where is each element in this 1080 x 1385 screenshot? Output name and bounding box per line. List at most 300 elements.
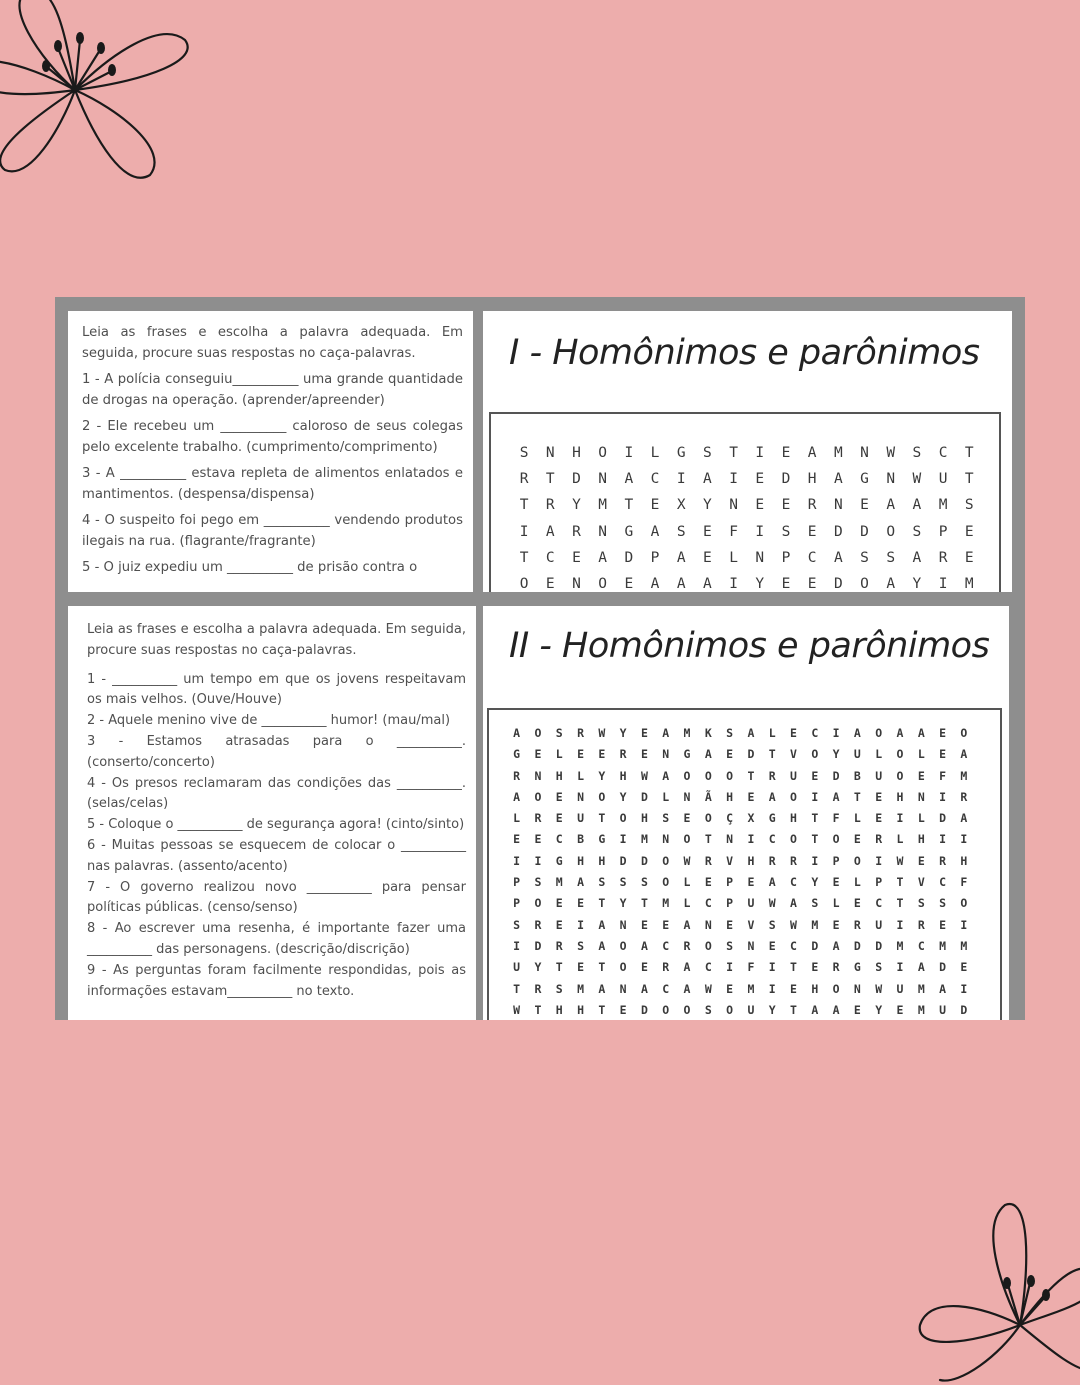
grid-letter[interactable]: A — [832, 1002, 840, 1017]
grid-letter[interactable]: F — [729, 523, 738, 540]
grid-letter[interactable]: O — [790, 789, 797, 804]
grid-letter[interactable]: E — [650, 497, 660, 514]
grid-letter[interactable]: A — [912, 497, 922, 514]
grid-letter[interactable]: E — [875, 811, 883, 826]
grid-letter[interactable]: T — [598, 960, 606, 975]
grid-letter[interactable]: R — [683, 938, 691, 953]
grid-letter[interactable]: M — [896, 938, 904, 953]
grid-letter[interactable]: P — [513, 875, 521, 890]
grid-letter[interactable]: H — [572, 445, 581, 461]
grid-letter[interactable]: S — [619, 875, 627, 890]
grid-letter[interactable]: C — [704, 960, 712, 975]
grid-letter[interactable]: N — [598, 471, 608, 488]
grid-letter[interactable]: I — [768, 960, 776, 975]
grid-letter[interactable]: C — [555, 832, 563, 847]
grid-letter[interactable]: E — [619, 1002, 627, 1017]
grid-letter[interactable]: E — [726, 917, 734, 932]
grid-letter[interactable]: S — [555, 981, 563, 996]
grid-letter[interactable]: I — [755, 445, 765, 461]
grid-letter[interactable]: S — [703, 445, 712, 461]
grid-letter[interactable]: S — [534, 875, 542, 890]
grid-letter[interactable]: A — [704, 747, 712, 762]
grid-letter[interactable]: N — [853, 981, 861, 996]
grid-letter[interactable]: Y — [619, 896, 627, 911]
grid-letter[interactable]: D — [572, 471, 581, 488]
grid-letter[interactable]: T — [519, 549, 529, 566]
grid-letter[interactable]: A — [833, 471, 843, 488]
grid-letter[interactable]: O — [519, 576, 529, 593]
grid-letter[interactable]: O — [662, 853, 670, 868]
grid-letter[interactable]: M — [938, 497, 948, 514]
grid-letter[interactable]: L — [917, 811, 925, 826]
grid-letter[interactable]: I — [938, 576, 948, 593]
grid-letter[interactable]: M — [683, 726, 691, 740]
grid-letter[interactable]: H — [577, 1002, 584, 1017]
grid-letter[interactable]: R — [790, 853, 797, 868]
grid-letter[interactable]: T — [811, 811, 819, 826]
grid-letter[interactable]: T — [598, 1002, 606, 1017]
grid-letter[interactable]: L — [662, 789, 670, 804]
grid-letter[interactable]: O — [683, 832, 691, 847]
grid-letter[interactable]: O — [662, 875, 670, 890]
grid-letter[interactable]: E — [555, 917, 563, 932]
grid-letter[interactable]: Y — [768, 1002, 776, 1017]
grid-letter[interactable]: O — [896, 768, 904, 783]
grid-letter[interactable]: R — [662, 960, 670, 975]
grid-letter[interactable]: E — [807, 576, 817, 593]
grid-letter[interactable]: A — [768, 875, 776, 890]
grid-letter[interactable]: I — [729, 576, 738, 593]
grid-letter[interactable]: D — [640, 1002, 648, 1017]
grid-letter[interactable]: O — [683, 768, 691, 783]
grid-letter[interactable]: N — [619, 981, 627, 996]
grid-letter[interactable]: E — [917, 768, 925, 783]
grid-letter[interactable]: V — [790, 747, 797, 762]
grid-letter[interactable]: S — [811, 896, 819, 911]
grid-letter[interactable]: R — [534, 811, 542, 826]
grid-letter[interactable]: E — [755, 497, 765, 514]
grid-letter[interactable]: A — [662, 726, 670, 740]
grid-letter[interactable]: E — [964, 549, 974, 566]
grid-letter[interactable]: G — [624, 523, 634, 540]
grid-letter[interactable]: O — [619, 960, 627, 975]
grid-letter[interactable]: C — [704, 896, 712, 911]
grid-letter[interactable]: O — [832, 981, 840, 996]
grid-letter[interactable]: G — [676, 445, 686, 461]
grid-letter[interactable]: F — [939, 768, 947, 783]
grid-letter[interactable]: W — [683, 853, 691, 868]
grid-letter[interactable]: R — [807, 497, 817, 514]
grid-letter[interactable]: A — [917, 960, 925, 975]
grid-letter[interactable]: U — [939, 1002, 947, 1017]
grid-letter[interactable]: S — [875, 960, 883, 975]
grid-letter[interactable]: H — [811, 981, 819, 996]
grid-letter[interactable]: O — [875, 726, 883, 740]
grid-letter[interactable]: D — [860, 523, 869, 540]
grid-letter[interactable]: G — [555, 853, 563, 868]
grid-letter[interactable]: E — [790, 981, 797, 996]
grid-letter[interactable]: W — [640, 768, 648, 783]
grid-letter[interactable]: S — [912, 523, 922, 540]
grid-letter[interactable]: O — [726, 768, 734, 783]
grid-letter[interactable]: M — [939, 938, 947, 953]
grid-letter[interactable]: E — [768, 938, 776, 953]
grid-letter[interactable]: O — [853, 853, 861, 868]
grid-letter[interactable]: E — [755, 471, 765, 488]
grid-letter[interactable]: R — [960, 789, 968, 804]
grid-letter[interactable]: U — [853, 747, 861, 762]
grid-letter[interactable]: A — [807, 445, 817, 461]
grid-letter[interactable]: I — [676, 471, 686, 488]
grid-letter[interactable]: H — [598, 853, 606, 868]
grid-letter[interactable]: S — [704, 1002, 712, 1017]
grid-letter[interactable]: S — [726, 938, 734, 953]
grid-letter[interactable]: Y — [572, 497, 581, 514]
grid-letter[interactable]: E — [832, 917, 840, 932]
grid-letter[interactable]: I — [534, 853, 542, 868]
grid-letter[interactable]: D — [833, 576, 843, 593]
grid-letter[interactable]: A — [676, 549, 686, 566]
grid-letter[interactable]: P — [650, 549, 660, 566]
grid-letter[interactable]: S — [598, 875, 606, 890]
grid-letter[interactable]: S — [726, 726, 734, 740]
grid-letter[interactable]: S — [964, 497, 974, 514]
grid-letter[interactable]: H — [555, 1002, 563, 1017]
grid-letter[interactable]: E — [703, 523, 712, 540]
grid-letter[interactable]: U — [577, 811, 584, 826]
grid-letter[interactable]: S — [912, 445, 922, 461]
grid-letter[interactable]: C — [790, 938, 797, 953]
grid-letter[interactable]: D — [875, 938, 883, 953]
grid-letter[interactable]: T — [534, 1002, 542, 1017]
grid-letter[interactable]: R — [534, 981, 542, 996]
grid-letter[interactable]: A — [676, 576, 686, 593]
grid-letter[interactable]: A — [917, 726, 925, 740]
grid-letter[interactable]: T — [790, 1002, 797, 1017]
grid-letter[interactable]: M — [640, 832, 648, 847]
grid-letter[interactable]: C — [662, 981, 670, 996]
grid-letter[interactable]: E — [555, 811, 563, 826]
grid-letter[interactable]: W — [513, 1002, 521, 1017]
grid-letter[interactable]: T — [896, 875, 904, 890]
grid-letter[interactable]: U — [747, 896, 755, 911]
grid-letter[interactable]: N — [534, 768, 542, 783]
grid-letter[interactable]: N — [577, 789, 584, 804]
grid-letter[interactable]: A — [683, 960, 691, 975]
grid-letter[interactable]: R — [572, 523, 581, 540]
grid-letter[interactable]: L — [853, 875, 861, 890]
grid-letter[interactable]: R — [768, 768, 776, 783]
grid-letter[interactable]: I — [726, 960, 734, 975]
grid-letter[interactable]: I — [619, 832, 627, 847]
grid-letter[interactable]: W — [886, 445, 896, 461]
grid-letter[interactable]: E — [747, 789, 755, 804]
grid-letter[interactable]: N — [726, 832, 734, 847]
grid-letter[interactable]: F — [960, 875, 968, 890]
grid-letter[interactable]: T — [513, 981, 521, 996]
grid-letter[interactable]: O — [619, 811, 627, 826]
grid-letter[interactable]: E — [555, 896, 563, 911]
grid-letter[interactable]: L — [555, 747, 563, 762]
grid-letter[interactable]: M — [662, 896, 670, 911]
grid-letter[interactable]: C — [790, 875, 797, 890]
grid-letter[interactable]: O — [534, 896, 542, 911]
grid-letter[interactable]: E — [896, 1002, 904, 1017]
grid-letter[interactable]: T — [747, 768, 755, 783]
grid-letter[interactable]: N — [619, 917, 627, 932]
grid-letter[interactable]: A — [513, 726, 521, 740]
grid-letter[interactable]: A — [768, 789, 776, 804]
grid-letter[interactable]: E — [726, 981, 734, 996]
grid-letter[interactable]: O — [598, 576, 608, 593]
grid-letter[interactable]: L — [729, 549, 738, 566]
grid-letter[interactable]: S — [555, 726, 563, 740]
grid-letter[interactable]: D — [853, 938, 861, 953]
grid-letter[interactable]: A — [960, 811, 968, 826]
grid-letter[interactable]: A — [960, 747, 968, 762]
grid-letter[interactable]: I — [896, 917, 904, 932]
grid-letter[interactable]: D — [781, 471, 791, 488]
grid-letter[interactable]: U — [790, 768, 797, 783]
grid-letter[interactable]: N — [683, 789, 691, 804]
grid-letter[interactable]: E — [939, 726, 947, 740]
grid-letter[interactable]: E — [534, 747, 542, 762]
grid-letter[interactable]: D — [640, 789, 648, 804]
grid-letter[interactable]: H — [790, 811, 797, 826]
grid-letter[interactable]: O — [704, 811, 712, 826]
grid-letter[interactable]: C — [662, 938, 670, 953]
grid-letter[interactable]: M — [598, 497, 608, 514]
grid-letter[interactable]: Y — [619, 789, 627, 804]
grid-letter[interactable]: I — [896, 811, 904, 826]
grid-letter[interactable]: S — [640, 875, 648, 890]
grid-letter[interactable]: D — [640, 853, 648, 868]
grid-letter[interactable]: N — [662, 747, 670, 762]
grid-letter[interactable]: O — [896, 747, 904, 762]
grid-letter[interactable]: G — [598, 832, 606, 847]
grid-letter[interactable]: A — [886, 497, 896, 514]
grid-letter[interactable]: E — [853, 896, 861, 911]
grid-letter[interactable]: E — [875, 789, 883, 804]
grid-letter[interactable]: Y — [811, 875, 819, 890]
grid-letter[interactable]: I — [624, 445, 634, 461]
grid-letter[interactable]: L — [896, 832, 904, 847]
grid-letter[interactable]: R — [577, 726, 584, 740]
grid-letter[interactable]: T — [964, 445, 974, 461]
grid-letter[interactable]: P — [781, 549, 791, 566]
grid-letter[interactable]: U — [747, 1002, 755, 1017]
grid-letter[interactable]: I — [513, 938, 521, 953]
grid-letter[interactable]: H — [917, 832, 925, 847]
grid-letter[interactable]: I — [755, 523, 765, 540]
grid-letter[interactable]: D — [747, 747, 755, 762]
grid-letter[interactable]: O — [790, 832, 797, 847]
grid-letter[interactable]: S — [513, 917, 521, 932]
grid-letter[interactable]: D — [534, 938, 542, 953]
grid-letter[interactable]: T — [624, 497, 634, 514]
grid-letter[interactable]: I — [519, 523, 529, 540]
grid-letter[interactable]: N — [598, 523, 608, 540]
grid-letter[interactable]: E — [807, 523, 817, 540]
grid-letter[interactable]: O — [598, 445, 608, 461]
grid-letter[interactable]: L — [683, 875, 691, 890]
grid-letter[interactable]: R — [938, 549, 948, 566]
grid-letter[interactable]: P — [513, 896, 521, 911]
grid-letter[interactable]: E — [640, 917, 648, 932]
grid-letter[interactable]: L — [513, 811, 521, 826]
grid-letter[interactable]: Y — [875, 1002, 883, 1017]
grid-letter[interactable]: F — [832, 811, 840, 826]
grid-letter[interactable]: I — [939, 832, 947, 847]
grid-letter[interactable]: L — [683, 896, 691, 911]
grid-letter[interactable]: S — [519, 445, 529, 461]
grid-letter[interactable]: R — [519, 471, 529, 488]
grid-letter[interactable]: A — [703, 471, 712, 488]
grid-letter[interactable]: N — [917, 789, 925, 804]
grid-letter[interactable]: D — [939, 960, 947, 975]
grid-letter[interactable]: E — [832, 875, 840, 890]
grid-letter[interactable]: T — [555, 960, 563, 975]
grid-letter[interactable]: G — [853, 960, 861, 975]
grid-letter[interactable]: T — [545, 471, 555, 488]
grid-letter[interactable]: O — [619, 938, 627, 953]
grid-letter[interactable]: I — [832, 726, 840, 740]
grid-letter[interactable]: T — [896, 896, 904, 911]
grid-letter[interactable]: M — [833, 445, 843, 461]
grid-letter[interactable]: C — [811, 726, 819, 740]
grid-letter[interactable]: I — [960, 917, 968, 932]
grid-letter[interactable]: E — [853, 832, 861, 847]
grid-letter[interactable]: U — [938, 471, 948, 488]
grid-letter[interactable]: S — [860, 549, 869, 566]
grid-letter[interactable]: R — [853, 917, 861, 932]
grid-letter[interactable]: S — [577, 938, 584, 953]
grid-letter[interactable]: Y — [912, 576, 922, 593]
grid-letter[interactable]: E — [781, 576, 791, 593]
grid-letter[interactable]: T — [964, 471, 974, 488]
grid-letter[interactable]: W — [875, 981, 883, 996]
grid-letter[interactable]: D — [939, 811, 947, 826]
grid-letter[interactable]: S — [917, 896, 925, 911]
grid-letter[interactable]: R — [545, 497, 555, 514]
grid-letter[interactable]: E — [790, 726, 797, 740]
grid-letter[interactable]: E — [964, 523, 974, 540]
grid-letter[interactable]: N — [833, 497, 843, 514]
grid-letter[interactable]: N — [545, 445, 555, 461]
grid-letter[interactable]: T — [768, 747, 776, 762]
grid-letter[interactable]: P — [938, 523, 948, 540]
grid-letter[interactable]: G — [513, 747, 521, 762]
grid-letter[interactable]: C — [938, 445, 948, 461]
grid-letter[interactable]: O — [886, 523, 896, 540]
grid-letter[interactable]: A — [624, 471, 634, 488]
grid-letter[interactable]: T — [729, 445, 738, 461]
grid-letter[interactable]: N — [704, 917, 712, 932]
grid-letter[interactable]: V — [726, 853, 734, 868]
grid-letter[interactable]: C — [875, 896, 883, 911]
grid-letter[interactable]: O — [832, 832, 840, 847]
grid-letter[interactable]: M — [917, 1002, 925, 1017]
grid-letter[interactable]: M — [917, 981, 925, 996]
grid-letter[interactable]: B — [577, 832, 584, 847]
grid-letter[interactable]: O — [534, 789, 542, 804]
grid-letter[interactable]: E — [960, 960, 968, 975]
grid-letter[interactable]: T — [704, 832, 712, 847]
grid-letter[interactable]: O — [534, 726, 542, 740]
grid-letter[interactable]: E — [598, 747, 606, 762]
grid-letter[interactable]: P — [875, 875, 883, 890]
grid-letter[interactable]: Y — [619, 726, 627, 740]
grid-letter[interactable]: R — [875, 832, 883, 847]
grid-letter[interactable]: R — [704, 853, 712, 868]
grid-letter[interactable]: A — [577, 875, 584, 890]
grid-letter[interactable]: W — [704, 981, 712, 996]
grid-letter[interactable]: T — [519, 497, 529, 514]
grid-letter[interactable]: O — [704, 768, 712, 783]
grid-letter[interactable]: A — [640, 981, 648, 996]
grid-letter[interactable]: D — [619, 853, 627, 868]
grid-letter[interactable]: I — [896, 960, 904, 975]
grid-letter[interactable]: F — [747, 960, 755, 975]
grid-letter[interactable]: D — [624, 549, 634, 566]
grid-letter[interactable]: A — [886, 576, 896, 593]
grid-letter[interactable]: L — [768, 726, 776, 740]
grid-letter[interactable]: I — [729, 471, 738, 488]
grid-letter[interactable]: A — [912, 549, 922, 566]
grid-letter[interactable]: S — [676, 523, 686, 540]
grid-letter[interactable]: E — [781, 497, 791, 514]
grid-letter[interactable]: E — [513, 832, 521, 847]
grid-letter[interactable]: L — [650, 445, 660, 461]
grid-letter[interactable]: N — [755, 549, 765, 566]
grid-letter[interactable]: S — [781, 523, 791, 540]
grid-letter[interactable]: T — [640, 896, 648, 911]
grid-letter[interactable]: C — [807, 549, 817, 566]
grid-letter[interactable]: E — [683, 811, 691, 826]
grid-letter[interactable]: R — [917, 917, 925, 932]
grid-letter[interactable]: R — [555, 938, 563, 953]
grid-letter[interactable]: E — [917, 853, 925, 868]
grid-letter[interactable]: H — [726, 789, 734, 804]
grid-letter[interactable]: O — [683, 1002, 691, 1017]
grid-letter[interactable]: I — [577, 917, 584, 932]
grid-letter[interactable]: A — [683, 981, 691, 996]
grid-letter[interactable]: M — [960, 768, 968, 783]
grid-letter[interactable]: S — [662, 811, 670, 826]
grid-letter[interactable]: I — [747, 832, 755, 847]
grid-letter[interactable]: M — [960, 938, 968, 953]
grid-letter[interactable]: I — [960, 981, 968, 996]
grid-letter[interactable]: U — [875, 917, 883, 932]
grid-letter[interactable]: U — [896, 981, 904, 996]
grid-letter[interactable]: O — [726, 1002, 734, 1017]
grid-letter[interactable]: A — [790, 896, 797, 911]
grid-letter[interactable]: E — [640, 726, 648, 740]
grid-letter[interactable]: H — [807, 471, 817, 488]
grid-letter[interactable]: N — [662, 832, 670, 847]
grid-letter[interactable]: O — [662, 1002, 670, 1017]
grid-letter[interactable]: E — [703, 549, 712, 566]
grid-letter[interactable]: A — [832, 789, 840, 804]
grid-letter[interactable]: Y — [755, 576, 765, 593]
grid-letter[interactable]: E — [640, 747, 648, 762]
grid-letter[interactable]: Y — [598, 768, 606, 783]
grid-letter[interactable]: E — [726, 747, 734, 762]
grid-letter[interactable]: E — [939, 747, 947, 762]
grid-letter[interactable]: O — [960, 896, 968, 911]
grid-letter[interactable]: D — [832, 768, 840, 783]
grid-letter[interactable]: P — [726, 875, 734, 890]
